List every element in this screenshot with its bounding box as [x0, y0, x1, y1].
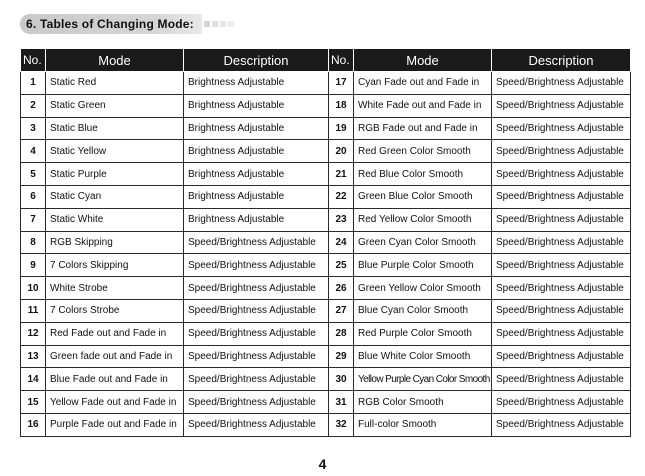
mode-number-right: 18 — [329, 94, 354, 117]
mode-name-right: Red Blue Color Smooth — [354, 163, 492, 186]
mode-description-left: Brightness Adjustable — [184, 185, 329, 208]
mode-description-left: Brightness Adjustable — [184, 208, 329, 231]
table-row — [21, 254, 631, 277]
table-body — [21, 72, 631, 437]
mode-description-left: Brightness Adjustable — [184, 72, 329, 95]
mode-number-right: 27 — [329, 299, 354, 322]
mode-description-left: Brightness Adjustable — [184, 163, 329, 186]
mode-description-right: Speed/Brightness Adjustable — [492, 94, 631, 117]
table-row — [21, 299, 631, 322]
table-row — [21, 231, 631, 254]
mode-name-left: 7 Colors Skipping — [46, 254, 184, 277]
mode-name-right: Cyan Fade out and Fade in — [354, 72, 492, 95]
mode-description-right: Speed/Brightness Adjustable — [492, 322, 631, 345]
section-title: 6. Tables of Changing Mode: — [26, 17, 194, 31]
mode-name-left: White Strobe — [46, 277, 184, 300]
mode-number-right: 26 — [329, 277, 354, 300]
mode-name-left: Yellow Fade out and Fade in — [46, 391, 184, 414]
table-row — [21, 208, 631, 231]
mode-description-right: Speed/Brightness Adjustable — [492, 208, 631, 231]
mode-name-left: Static Blue — [46, 117, 184, 140]
table-row — [21, 345, 631, 368]
mode-description-left: Speed/Brightness Adjustable — [184, 299, 329, 322]
mode-number-left: 16 — [21, 413, 46, 436]
mode-number-left: 11 — [21, 299, 46, 322]
mode-number-left: 8 — [21, 231, 46, 254]
mode-number-right: 31 — [329, 391, 354, 414]
mode-number-right: 22 — [329, 185, 354, 208]
mode-number-left: 2 — [21, 94, 46, 117]
mode-description-right: Speed/Brightness Adjustable — [492, 254, 631, 277]
header-description-left: Description — [184, 49, 329, 72]
mode-name-right: Green Cyan Color Smooth — [354, 231, 492, 254]
mode-name-left: Static Yellow — [46, 140, 184, 163]
mode-number-left: 10 — [21, 277, 46, 300]
mode-description-right: Speed/Brightness Adjustable — [492, 413, 631, 436]
mode-name-right: Red Green Color Smooth — [354, 140, 492, 163]
mode-number-left: 6 — [21, 185, 46, 208]
table-row — [21, 94, 631, 117]
mode-description-right: Speed/Brightness Adjustable — [492, 72, 631, 95]
mode-number-left: 3 — [21, 117, 46, 140]
mode-description-left: Speed/Brightness Adjustable — [184, 391, 329, 414]
mode-number-right: 23 — [329, 208, 354, 231]
mode-number-right: 29 — [329, 345, 354, 368]
mode-number-left: 14 — [21, 368, 46, 391]
mode-name-right: White Fade out and Fade in — [354, 94, 492, 117]
mode-description-left: Speed/Brightness Adjustable — [184, 254, 329, 277]
mode-number-left: 9 — [21, 254, 46, 277]
header-no-right: No. — [329, 49, 354, 72]
table-row — [21, 163, 631, 186]
mode-number-left: 1 — [21, 72, 46, 95]
mode-name-right: Yellow Purple Cyan Color Smooth — [354, 368, 492, 391]
mode-number-left: 13 — [21, 345, 46, 368]
mode-name-left: Static White — [46, 208, 184, 231]
mode-description-left: Speed/Brightness Adjustable — [184, 231, 329, 254]
table-row — [21, 368, 631, 391]
mode-number-right: 30 — [329, 368, 354, 391]
mode-description-right: Speed/Brightness Adjustable — [492, 277, 631, 300]
mode-name-left: Green fade out and Fade in — [46, 345, 184, 368]
table-row — [21, 140, 631, 163]
mode-name-left: Red Fade out and Fade in — [46, 322, 184, 345]
mode-name-left: 7 Colors Strobe — [46, 299, 184, 322]
mode-number-left: 7 — [21, 208, 46, 231]
mode-number-right: 32 — [329, 413, 354, 436]
header-mode-right: Mode — [354, 49, 492, 72]
mode-description-right: Speed/Brightness Adjustable — [492, 368, 631, 391]
mode-number-right: 28 — [329, 322, 354, 345]
mode-name-right: Full-color Smooth — [354, 413, 492, 436]
mode-name-right: RGB Fade out and Fade in — [354, 117, 492, 140]
mode-name-left: Blue Fade out and Fade in — [46, 368, 184, 391]
mode-number-left: 12 — [21, 322, 46, 345]
mode-number-left: 5 — [21, 163, 46, 186]
mode-name-right: Blue Cyan Color Smooth — [354, 299, 492, 322]
table-row — [21, 322, 631, 345]
mode-name-right: Red Yellow Color Smooth — [354, 208, 492, 231]
mode-description-left: Speed/Brightness Adjustable — [184, 368, 329, 391]
mode-name-right: RGB Color Smooth — [354, 391, 492, 414]
table-header-row — [21, 49, 631, 72]
mode-description-right: Speed/Brightness Adjustable — [492, 345, 631, 368]
table-row — [21, 72, 631, 95]
table-row — [21, 185, 631, 208]
section-heading-pill — [20, 14, 202, 34]
mode-name-right: Green Blue Color Smooth — [354, 185, 492, 208]
table-row — [21, 277, 631, 300]
mode-name-left: Static Cyan — [46, 185, 184, 208]
table-row — [21, 413, 631, 436]
header-no-left: No. — [21, 49, 46, 72]
mode-description-left: Speed/Brightness Adjustable — [184, 345, 329, 368]
changing-mode-table — [20, 48, 631, 437]
mode-description-right: Speed/Brightness Adjustable — [492, 391, 631, 414]
mode-name-right: Blue Purple Color Smooth — [354, 254, 492, 277]
mode-number-left: 4 — [21, 140, 46, 163]
mode-description-left: Speed/Brightness Adjustable — [184, 413, 329, 436]
mode-number-right: 21 — [329, 163, 354, 186]
section-heading-fade-decoration — [202, 14, 234, 34]
mode-number-right: 19 — [329, 117, 354, 140]
mode-number-left: 15 — [21, 391, 46, 414]
mode-name-left: RGB Skipping — [46, 231, 184, 254]
mode-description-right: Speed/Brightness Adjustable — [492, 117, 631, 140]
mode-name-left: Static Purple — [46, 163, 184, 186]
mode-number-right: 17 — [329, 72, 354, 95]
mode-description-left: Speed/Brightness Adjustable — [184, 277, 329, 300]
header-mode-left: Mode — [46, 49, 184, 72]
mode-number-right: 20 — [329, 140, 354, 163]
mode-description-left: Brightness Adjustable — [184, 140, 329, 163]
mode-description-left: Speed/Brightness Adjustable — [184, 322, 329, 345]
mode-description-right: Speed/Brightness Adjustable — [492, 163, 631, 186]
section-heading — [20, 13, 252, 35]
table-row — [21, 117, 631, 140]
mode-name-left: Purple Fade out and Fade in — [46, 413, 184, 436]
mode-name-right: Green Yellow Color Smooth — [354, 277, 492, 300]
table-row — [21, 391, 631, 414]
mode-name-right: Blue White Color Smooth — [354, 345, 492, 368]
mode-description-right: Speed/Brightness Adjustable — [492, 140, 631, 163]
mode-description-left: Brightness Adjustable — [184, 117, 329, 140]
mode-number-right: 24 — [329, 231, 354, 254]
mode-description-left: Brightness Adjustable — [184, 94, 329, 117]
mode-number-right: 25 — [329, 254, 354, 277]
mode-name-left: Static Red — [46, 72, 184, 95]
mode-description-right: Speed/Brightness Adjustable — [492, 299, 631, 322]
mode-description-right: Speed/Brightness Adjustable — [492, 185, 631, 208]
mode-description-right: Speed/Brightness Adjustable — [492, 231, 631, 254]
header-description-right: Description — [492, 49, 631, 72]
page-number: 4 — [318, 456, 327, 472]
mode-name-left: Static Green — [46, 94, 184, 117]
mode-name-right: Red Purple Color Smooth — [354, 322, 492, 345]
